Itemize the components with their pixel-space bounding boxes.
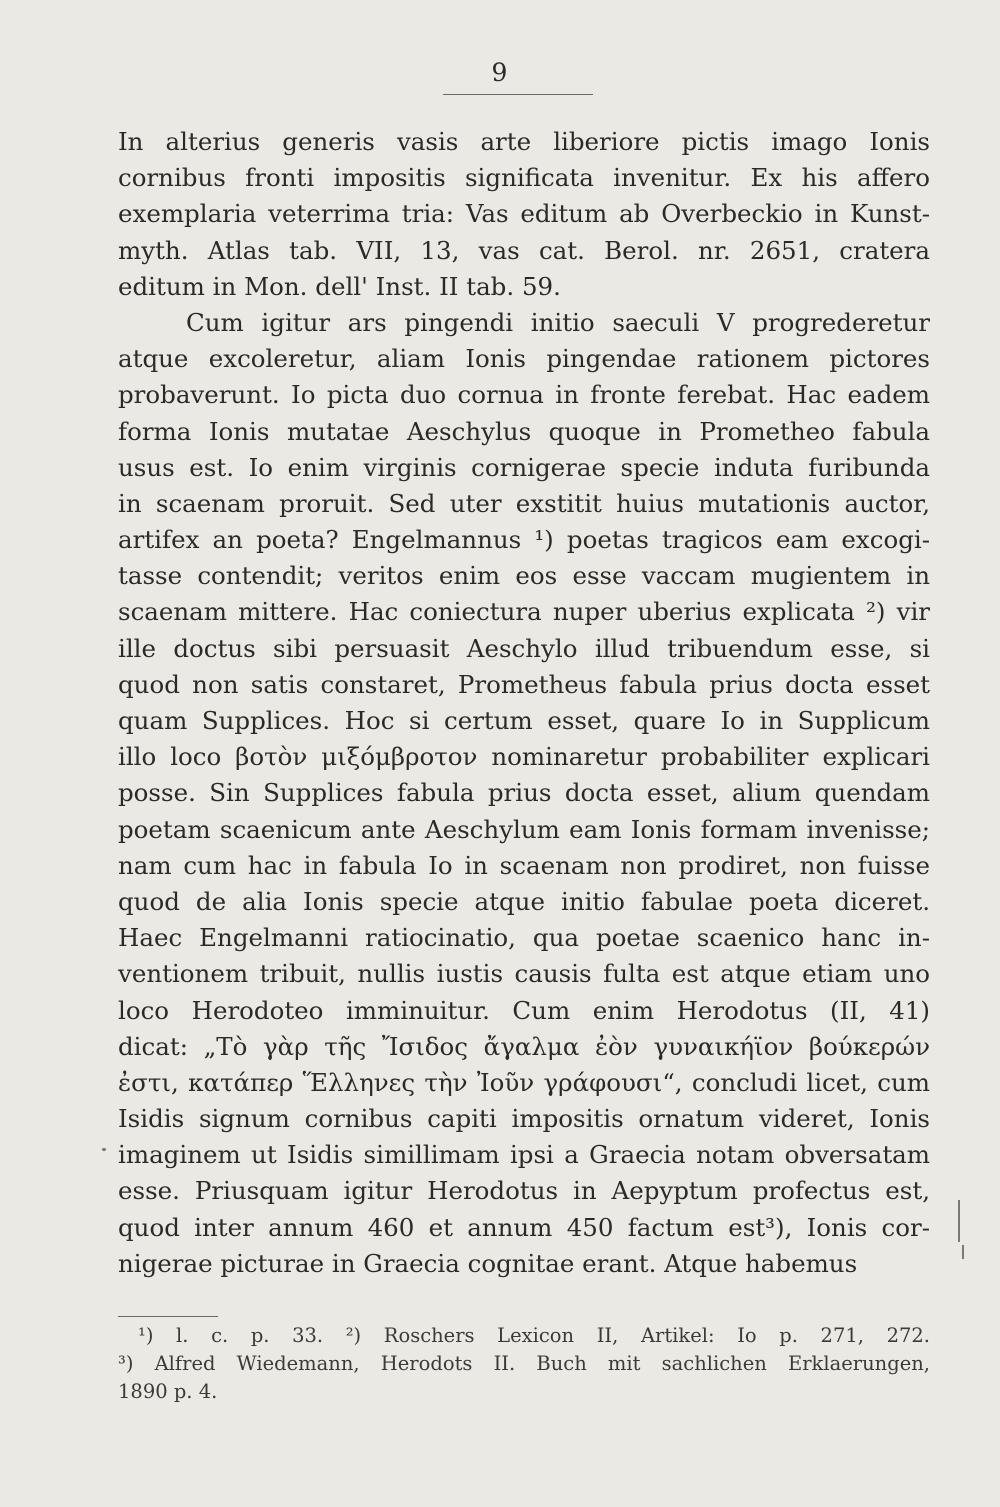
text-line: ille doctus sibi persuasit Aeschylo illud tribuendum esse, si xyxy=(118,633,930,663)
footnote-rule xyxy=(118,1316,218,1317)
text-line: atque excoleretur, aliam Ionis pingendae rationem pictores xyxy=(118,344,930,374)
text-line: quod non satis constaret, Prometheus fabula prius docta esset xyxy=(118,669,930,699)
scan-mark xyxy=(102,1148,106,1151)
text-line: editum in Mon. dell' Inst. II tab. 59. xyxy=(118,271,561,301)
text-line: quam Supplices. Hoc si certum esset, quare Io in Supplicum xyxy=(118,706,930,735)
text-line: posse. Sin Supplices fabula prius docta esset, alium quendam xyxy=(118,778,930,808)
footnote-line: ¹) l. c. p. 33. ²) Roschers Lexicon II, Artikel: Io p. 271, 272. xyxy=(138,1324,930,1347)
text-line: scaenam mittere. Hac coniectura nuper uberius explicata ²) vir xyxy=(118,597,930,627)
text-line: usus est. Io enim virginis cornigerae specie induta furibunda xyxy=(118,452,930,482)
text-line: exemplaria veterrima tria: Vas editum ab Overbeckio in Kunst- xyxy=(118,199,930,229)
text-line: nam cum hac in fabula Io in scaenam non prodiret, non fuisse xyxy=(118,850,930,880)
text-line: dicat: „Τὸ γὰρ τῆς Ἴσιδος ἄγαλμα ἐὸν γυναικήϊον βούκερών xyxy=(118,1031,930,1061)
scan-mark xyxy=(962,1245,964,1259)
text-line: loco Herodoteo imminuitur. Cum enim Herodotus (II, 41) xyxy=(118,995,930,1025)
footnote-line: ³) Alfred Wiedemann, Herodots II. Buch mit sachlichen Erklaerungen, xyxy=(118,1352,930,1375)
text-line: poetam scaenicum ante Aeschylum eam Ionis formam invenisse; xyxy=(118,814,930,844)
text-line: quod inter annum 460 et annum 450 factum est³), Ionis cor- xyxy=(118,1212,930,1242)
text-line: cornibus fronti impositis significata invenitur. Ex his affero xyxy=(118,163,930,193)
text-line: quod de alia Ionis specie atque initio fabulae poeta diceret. xyxy=(118,886,930,916)
text-line: tasse contendit; veritos enim eos esse vaccam mugientem in xyxy=(118,561,930,591)
text-line: In alterius generis vasis arte liberiore pictis imago Ionis xyxy=(118,127,930,156)
footnotes xyxy=(118,1322,930,1406)
body-text xyxy=(118,124,930,1282)
text-line: artifex an poeta? Engelmannus ¹) poetas tragicos eam excogi- xyxy=(118,525,930,555)
text-line: Cum igitur ars pingendi initio saeculi V progrederetur xyxy=(186,307,930,337)
text-line: probaverunt. Io picta duo cornua in fronte ferebat. Hac eadem xyxy=(118,380,930,410)
page-number: 9 xyxy=(491,58,509,87)
text-line: myth. Atlas tab. VII, 13, vas cat. Berol. nr. 2651, cratera xyxy=(118,235,930,265)
text-line: imaginem ut Isidis simillimam ipsi a Graecia notam obversatam xyxy=(118,1140,930,1170)
text-line: forma Ionis mutatae Aeschylus quoque in Prometheo fabula xyxy=(118,416,930,446)
footnote-line: 1890 p. 4. xyxy=(118,1380,218,1403)
text-line: in scaenam proruit. Sed uter exstitit huius mutationis auctor, xyxy=(118,488,930,518)
text-line: esse. Priusquam igitur Herodotus in Aepyptum profectus est, xyxy=(118,1176,930,1206)
text-line: nigerae picturae in Graecia cognitae erant. Atque habemus xyxy=(118,1248,858,1278)
header-rule xyxy=(443,94,593,95)
text-line: ἐστι, κατάπερ Ἕλληνες τὴν Ἰοῦν γράφουσι“, concludi licet, cum xyxy=(118,1067,930,1097)
text-line: Isidis signum cornibus capiti impositis ornatum videret, Ionis xyxy=(118,1104,930,1134)
text-line: Haec Engelmanni ratiocinatio, qua poetae scaenico hanc in- xyxy=(118,923,930,953)
text-line: ventionem tribuit, nullis iustis causis fulta est atque etiam uno xyxy=(118,959,930,989)
scan-mark xyxy=(958,1200,960,1242)
text-line: illo loco βοτὸν μιξόμβροτον nominaretur probabiliter explicari xyxy=(118,742,930,772)
